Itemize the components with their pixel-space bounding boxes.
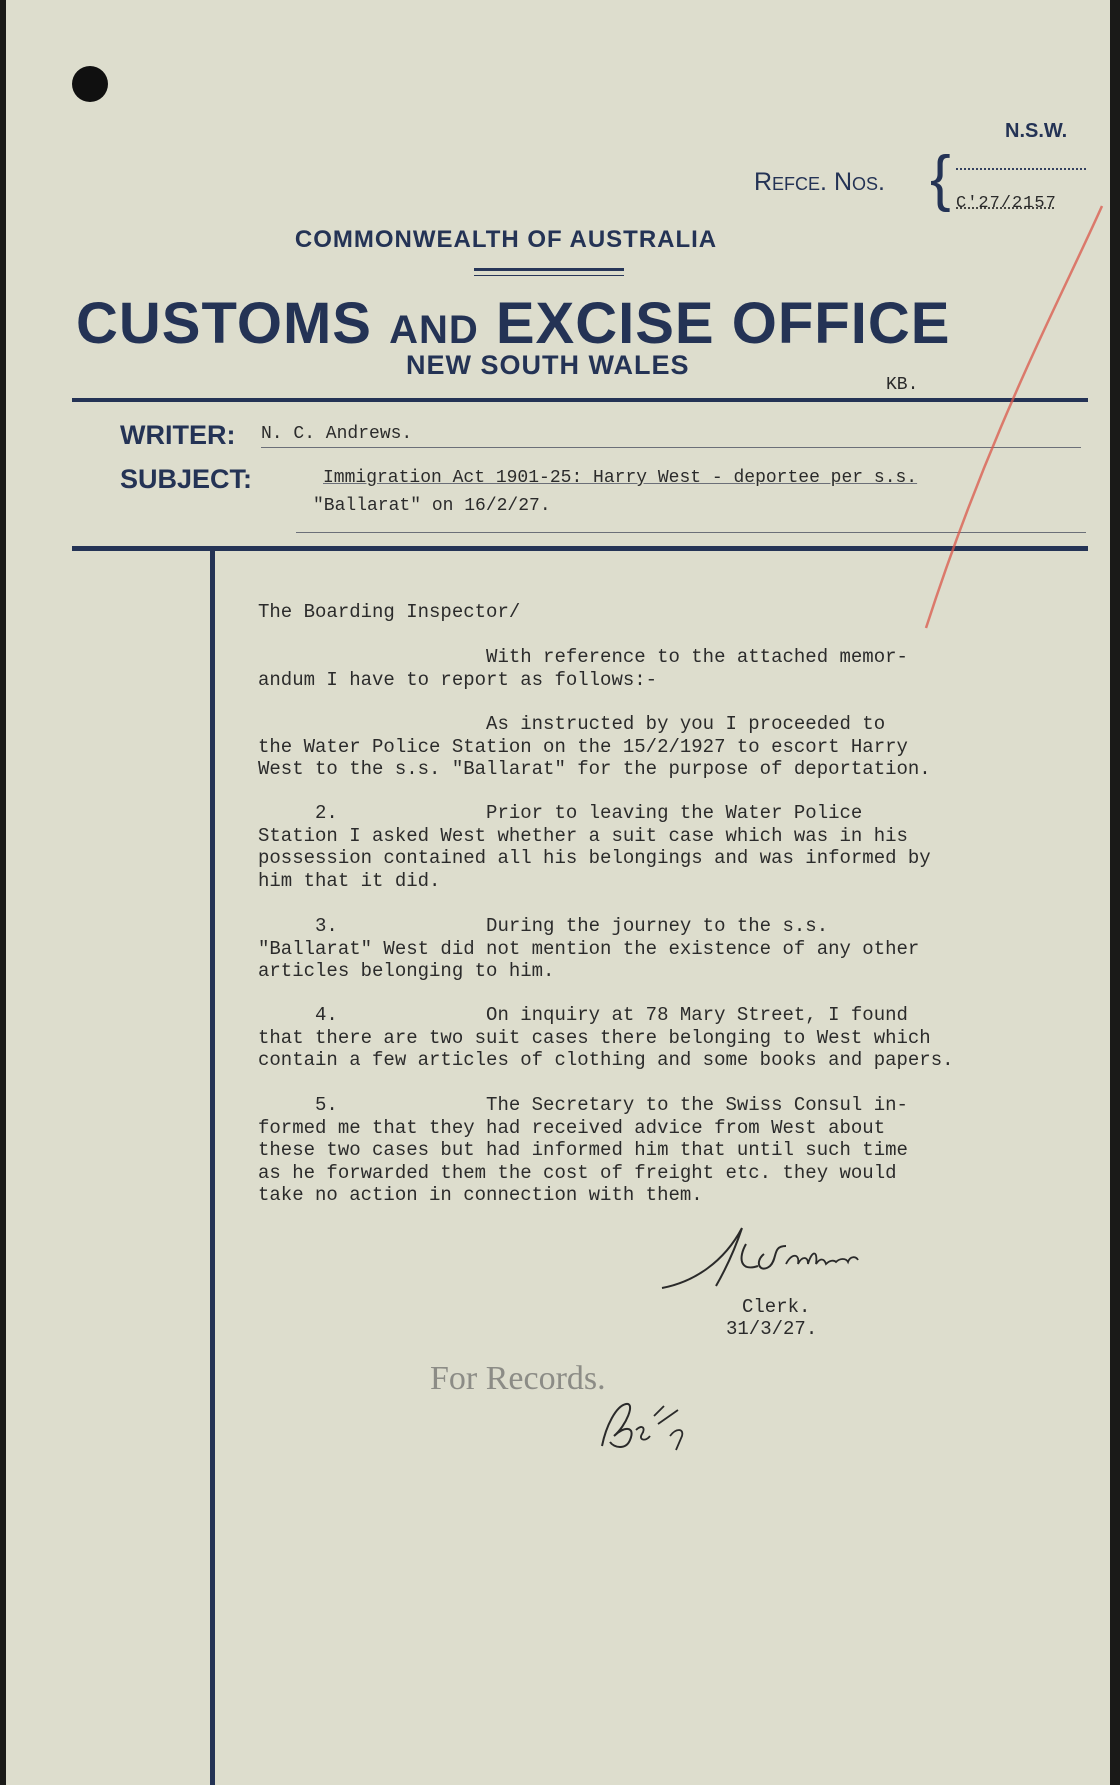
paragraph-1: As instructed by you I proceeded to the Water Police Station on the 15/2/1927 to escort Harry West to the s.s. "Ballarat" for the purpose of deportation.	[258, 713, 931, 780]
subject-label: SUBJECT:	[120, 464, 253, 494]
office-title-word-excise-office: EXCISE OFFICE	[495, 291, 951, 356]
writer-underline	[261, 447, 1081, 448]
paragraph-4: 4. On inquiry at 78 Mary Street, I found that there are two suit cases there belonging to West which contain a few articles of clothing and some books and papers.	[258, 1004, 954, 1071]
subject-line-2: "Ballarat" on 16/2/27.	[313, 496, 551, 516]
heading-rule	[474, 268, 624, 271]
reference-number: C'27/2157	[956, 194, 1057, 213]
paragraph-2: 2. Prior to leaving the Water Police Station I asked West whether a suit case which was in his possession contained all his belongings and was informed by him that it did.	[258, 802, 931, 892]
subject-line-1: Immigration Act 1901-25: Harry West - deportee per s.s.	[323, 468, 918, 488]
writer-label: WRITER:	[120, 420, 236, 450]
memo-sheet	[6, 0, 1110, 1785]
office-title-word-and: AND	[389, 308, 479, 352]
reference-blank-line	[956, 168, 1086, 170]
office-title	[76, 290, 950, 357]
typist-initials: KB.	[886, 375, 919, 395]
brace-icon: {	[930, 144, 951, 213]
margin-rule	[210, 550, 215, 1785]
subject-underline	[296, 532, 1086, 533]
paragraph-intro: With reference to the attached memor- andum I have to report as follows:-	[258, 646, 908, 691]
handwritten-initials-icon	[596, 1396, 706, 1456]
reference-numbers-label: Refce. Nos.	[754, 168, 885, 196]
signature-icon	[654, 1222, 914, 1294]
state-name: NEW SOUTH WALES	[406, 350, 690, 380]
heading-rule-thin	[474, 275, 624, 276]
signoff-date: 31/3/27.	[726, 1318, 818, 1340]
office-title-word-customs: CUSTOMS	[76, 291, 372, 356]
punch-hole	[72, 66, 108, 102]
addressee: The Boarding Inspector/	[258, 601, 521, 623]
paragraph-5: 5. The Secretary to the Swiss Consul in- formed me that they had received advice from West about these two cases but had informed him that until such time as he forwarded them the cost of freight etc. they would take no action in connection with them.	[258, 1094, 908, 1206]
for-records-stamp: For Records.	[430, 1360, 606, 1397]
paragraph-3: 3. During the journey to the s.s. "Ballarat" West did not mention the existence of any other articles belonging to him.	[258, 915, 920, 982]
header-bottom-rule	[72, 546, 1088, 551]
commonwealth-heading: COMMONWEALTH OF AUSTRALIA	[294, 226, 718, 253]
state-abbreviation: N.S.W.	[1005, 120, 1068, 142]
letterhead-rule	[72, 398, 1088, 402]
writer-value: N. C. Andrews.	[261, 424, 413, 444]
signatory-title: Clerk.	[742, 1296, 811, 1318]
